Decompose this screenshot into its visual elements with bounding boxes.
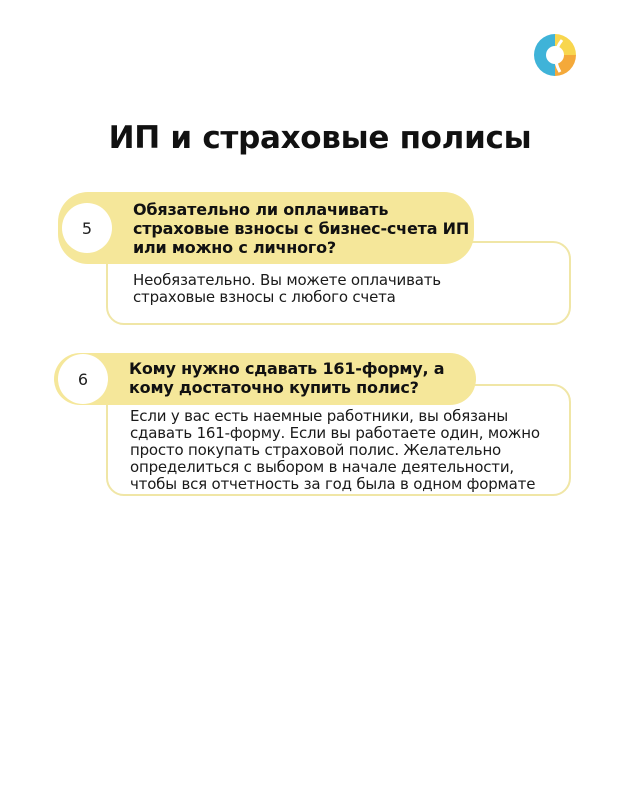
company-logo-icon	[532, 32, 578, 78]
question-line: Кому нужно сдавать 161-форму, а	[129, 359, 445, 378]
answer-line: Если у вас есть наемные работники, вы обязаны	[130, 407, 509, 425]
question-line: страховые взносы с бизнес-счета ИП	[133, 219, 470, 238]
page-title: ИП и страховые полисы	[108, 120, 532, 156]
answer-text	[130, 408, 540, 493]
answer-line: страховые взносы с любого счета	[133, 288, 396, 306]
question-line: кому достаточно купить полис?	[129, 378, 419, 397]
question-number: 6	[58, 354, 108, 404]
answer-line: сдавать 161-форму. Если вы работаете один, можно	[130, 424, 540, 442]
question-line: или можно с личного?	[133, 238, 336, 257]
answer-text	[133, 272, 441, 306]
answer-line: просто покупать страховой полис. Желательно	[130, 441, 502, 459]
answer-line: Необязательно. Вы можете оплачивать	[133, 271, 441, 289]
question-text	[133, 200, 469, 257]
question-line: Обязательно ли оплачивать	[133, 200, 389, 219]
answer-line: определиться с выбором в начале деятельности,	[130, 458, 514, 476]
answer-line: чтобы вся отчетность за год была в одном формате	[130, 475, 536, 493]
question-number: 5	[62, 203, 112, 253]
question-text	[129, 359, 444, 397]
